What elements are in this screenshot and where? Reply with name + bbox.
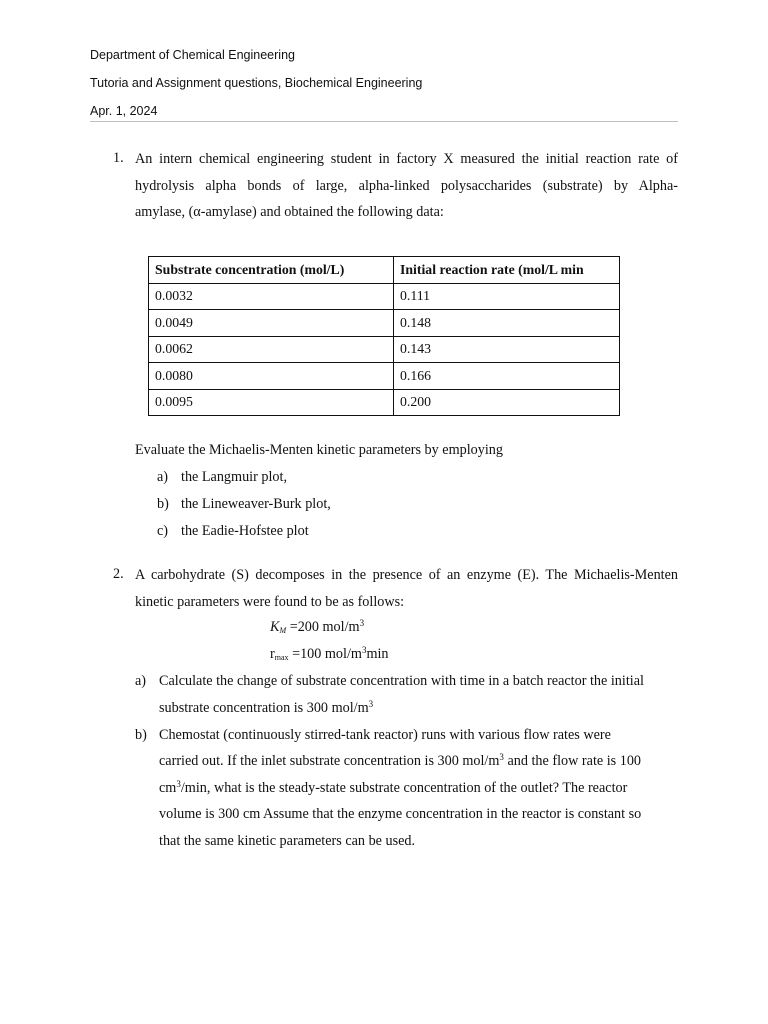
question-1-number: 1. (113, 150, 124, 166)
table-row (149, 283, 620, 310)
km-value: =200 mol/m (286, 619, 360, 635)
question-2-number: 2. (113, 566, 124, 582)
table-row (149, 389, 620, 416)
rmax-parameter (270, 646, 389, 663)
part-a-line: Calculate the change of substrate concentration with time in a batch reactor the initial (159, 673, 644, 689)
part-b-text: cm (159, 780, 177, 796)
part-a-exponent: 3 (368, 699, 374, 709)
question-1-line: An intern chemical engineering student in factory X measured the initial reaction rate of (135, 151, 678, 167)
option-text: the Lineweaver-Burk plot, (181, 496, 331, 512)
option-label: c) (157, 523, 169, 539)
part-b-line (159, 753, 641, 770)
table-row (149, 310, 620, 337)
cell-substrate: 0.0062 (149, 336, 394, 363)
rmax-value: =100 mol/m (288, 646, 362, 662)
date-line: Apr. 1, 2024 (90, 104, 158, 118)
part-b-line: Chemostat (continuously stirred-tank reactor) runs with various flow rates were (159, 727, 611, 743)
rmax-unit-exponent: 3 (361, 645, 367, 655)
cell-rate: 0.143 (394, 336, 620, 363)
km-parameter (270, 619, 364, 636)
part-b-line (159, 780, 627, 797)
option-text: the Langmuir plot, (181, 469, 287, 485)
cell-substrate: 0.0095 (149, 389, 394, 416)
part-a-label: a) (135, 673, 147, 689)
cell-rate: 0.148 (394, 310, 620, 337)
question-1-line: amylase, (α-amylase) and obtained the following data: (135, 204, 444, 220)
rmax-subscript: max (274, 653, 289, 662)
cell-substrate: 0.0049 (149, 310, 394, 337)
cell-substrate: 0.0032 (149, 283, 394, 310)
km-symbol: K (270, 619, 280, 635)
column-header-rate: Initial reaction rate (mol/L min (394, 257, 620, 284)
question-1-line: hydrolysis alpha bonds of large, alpha-linked polysaccharides (substrate) by Alpha- (135, 177, 678, 194)
cell-rate: 0.200 (394, 389, 620, 416)
table-header-row (149, 257, 620, 284)
part-b-text: and the flow rate is 100 (503, 753, 642, 769)
part-a-line (159, 700, 373, 717)
km-subscript: M (279, 626, 287, 635)
question-2-text (135, 562, 678, 615)
table-row (149, 363, 620, 390)
table-row (149, 336, 620, 363)
option-label: a) (157, 469, 169, 485)
question-1-text (135, 146, 678, 226)
rmax-symbol: r (270, 646, 275, 662)
evaluate-instruction: Evaluate the Michaelis-Menten kinetic parameters by employing (135, 442, 503, 458)
data-table (148, 256, 620, 416)
cell-substrate: 0.0080 (149, 363, 394, 390)
department-line: Department of Chemical Engineering (90, 48, 295, 62)
cell-rate: 0.166 (394, 363, 620, 390)
part-a-text: substrate concentration is 300 mol/m (159, 700, 369, 716)
cell-rate: 0.111 (394, 283, 620, 310)
part-b-exponent: 3 (176, 779, 181, 789)
part-b-line: that the same kinetic parameters can be used. (159, 833, 416, 849)
rmax-unit-tail: min (366, 646, 389, 662)
option-text: the Eadie-Hofstee plot (181, 523, 309, 539)
part-b-exponent: 3 (499, 752, 504, 762)
option-label: b) (157, 496, 169, 512)
part-b-label: b) (135, 727, 147, 743)
part-b-line: volume is 300 cm Assume that the enzyme concentration in the reactor is constant so (159, 806, 642, 822)
question-2-line: A carbohydrate (S) decomposes in the presence of an enzyme (E). The Michaelis-Menten (135, 567, 678, 583)
course-line: Tutoria and Assignment questions, Biochemical Engineering (90, 76, 423, 90)
header-divider (90, 121, 678, 122)
km-unit-exponent: 3 (359, 618, 365, 628)
column-header-substrate: Substrate concentration (mol/L) (149, 257, 394, 284)
question-2-line: kinetic parameters were found to be as follows: (135, 593, 405, 610)
part-b-text: carried out. If the inlet substrate concentration is 300 mol/m (159, 753, 500, 769)
part-b-text: /min, what is the steady-state substrate concentration of the outlet? The reactor (180, 780, 628, 796)
